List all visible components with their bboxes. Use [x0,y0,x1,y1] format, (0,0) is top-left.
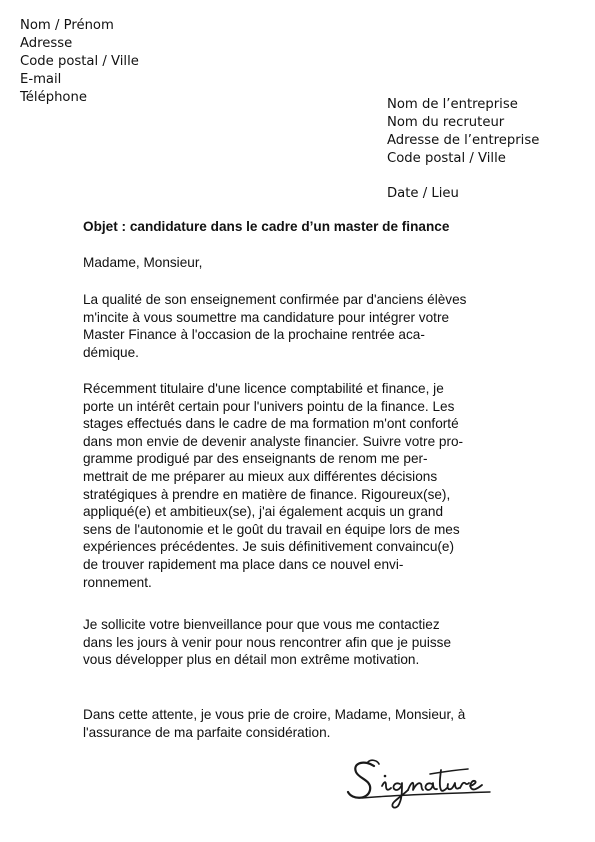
paragraph-line: dans les jours à venir pour nous rencontrer afin que je puisse [83,634,452,650]
paragraph-background [83,380,523,591]
paragraph-line: Dans cette attente, je vous prie de croire, Madame, Monsieur, à [83,707,466,722]
paragraph-line: gramme prodigué par des enseignants de renom me per- [83,451,428,467]
paragraph-line: vous développer plus en détail mon extrême motivation. [83,652,420,668]
recipient-address: Adresse de l’entreprise [387,133,540,148]
paragraph-motivation [83,291,523,361]
sender-postal-city: Code postal / Ville [20,54,139,69]
date-place: Date / Lieu [387,186,459,201]
paragraph-line: démique. [83,344,139,360]
paragraph-line: sens de l'autonomie et le goût du travail en équipe lors de mes [83,521,460,537]
paragraph-line: mettrait de me préparer au mieux aux différentes décisions [83,468,438,484]
paragraph-line: de trouver rapidement ma place dans ce nouvel envi- [83,556,404,572]
paragraph-line: l'assurance de ma parfaite considération. [83,724,331,740]
paragraph-line: porte un intérêt certain pour l'univers pointu de la finance. Les [83,398,455,414]
sender-phone: Téléphone [20,90,87,105]
paragraph-line: dans mon envie de devenir analyste financier. Suivre votre pro- [83,433,464,449]
recipient-postal-city: Code postal / Ville [387,151,506,166]
paragraph-line: appliqué(e) et ambitieux(se), j'ai également acquis un grand [83,504,444,520]
sender-block [20,17,139,107]
paragraph-line: m'incite à vous soumettre ma candidature pour intégrer votre [83,309,450,325]
paragraph-line: Master Finance à l'occasion de la prochaine rentrée aca- [83,327,425,343]
recipient-company: Nom de l’entreprise [387,97,518,112]
recipient-block [387,96,539,168]
salutation-line: Madame, Monsieur, [83,255,203,270]
letter-subject: Objet : candidature dans le cadre d’un master de finance [83,219,450,234]
sender-address: Adresse [20,36,73,51]
paragraph-line: stratégiques à prendre en matière de finance. Rigoureux(se), [83,486,451,502]
paragraph-closing [83,706,523,741]
signature-image [344,752,494,812]
paragraph-line: expériences précédentes. Je suis définitivement convaincu(e) [83,539,455,555]
signature-strokes [348,760,490,807]
recipient-recruiter: Nom du recruteur [387,115,505,130]
paragraph-line: Je sollicite votre bienveillance pour que vous me contactiez [83,617,440,632]
paragraph-line: ronnement. [83,574,152,590]
paragraph-line: Récemment titulaire d'une licence comptabilité et finance, je [83,381,444,396]
salutation [83,254,523,272]
paragraph-request [83,616,523,669]
sender-email: E-mail [20,72,62,87]
paragraph-line: La qualité de son enseignement confirmée par d'anciens élèves [83,292,467,307]
sender-name: Nom / Prénom [20,18,114,33]
paragraph-line: stages effectués dans le cadre de ma formation m'ont conforté [83,416,459,432]
